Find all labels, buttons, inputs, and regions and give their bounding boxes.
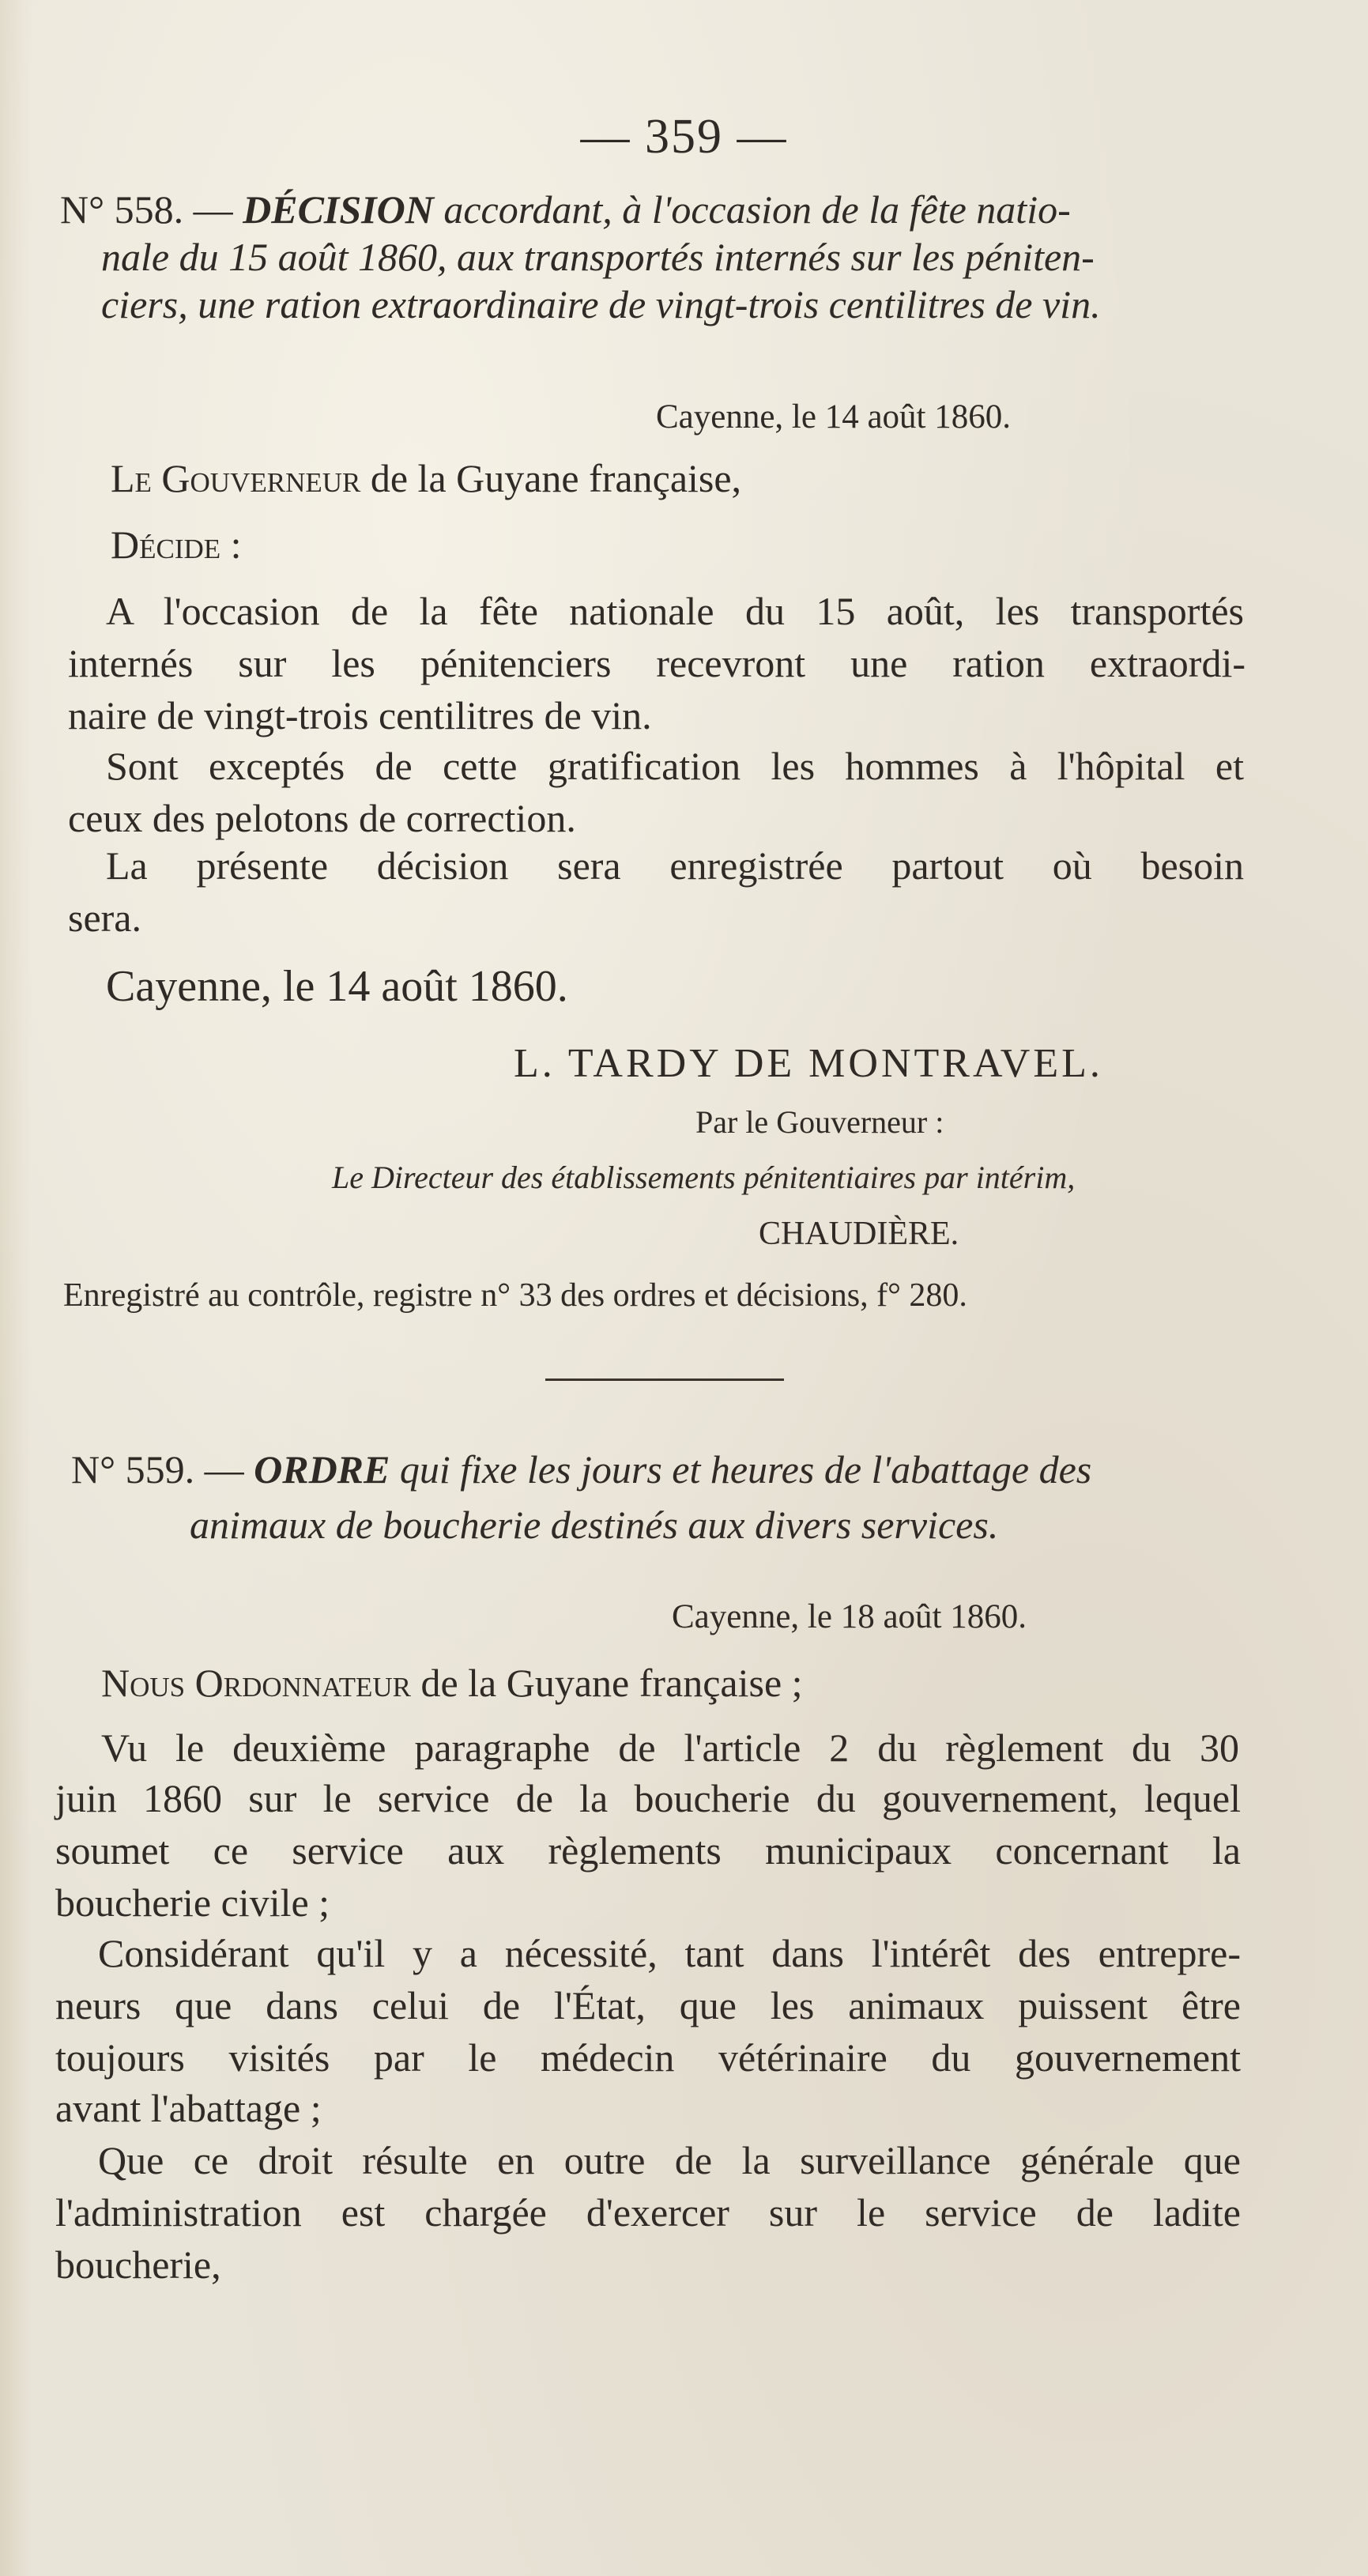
decision-558-para3-line1: La présente décision sera enregistrée partout où besoin <box>106 843 1244 888</box>
order-559-para3-line3: boucherie, <box>55 2242 221 2287</box>
order-559-para2-line3: toujours visités par le médecin vétérinaire du gouvernement <box>55 2035 1241 2080</box>
decision-558-para1-line3: naire de vingt-trois centilitres de vin. <box>68 693 652 737</box>
decision-558-director-name: CHAUDIÈRE. <box>759 1216 959 1252</box>
decision-558-number: N° 558. — <box>60 187 243 232</box>
decision-558-title-line2: nale du 15 août 1860, aux transportés internés sur les péniten- <box>101 235 1095 279</box>
decision-558-by-governor: Par le Gouverneur : <box>695 1104 944 1140</box>
decision-558-title-line3: ciers, une ration extraordinaire de vingt-trois centilitres de vin. <box>101 282 1101 326</box>
decision-558-para3-line2: sera. <box>68 896 141 940</box>
section-divider <box>545 1379 784 1381</box>
order-559-kind: ORDRE <box>254 1447 390 1492</box>
order-559-title-line1 <box>71 1447 1257 1492</box>
issuer-rest: de la Guyane française, <box>360 456 742 500</box>
decision-558-para2-line1: Sont exceptés de cette gratification les hommes à l'hôpital et <box>106 744 1244 788</box>
decision-558-para1-line1: A l'occasion de la fête nationale du 15 août, les transportés <box>106 589 1244 633</box>
order-559-title-rest: qui fixe les jours et heures de l'abattage des <box>390 1447 1092 1492</box>
decision-558-title-line1 <box>60 187 1261 232</box>
order-559-number: N° 559. — <box>71 1447 254 1492</box>
order-issuer-title: Nous Ordonnateur <box>101 1661 411 1705</box>
order-559-place-date: Cayenne, le 18 août 1860. <box>672 1598 1027 1635</box>
order-559-para1-line1: Vu le deuxième paragraphe de l'article 2 du règlement du 30 <box>101 1726 1239 1770</box>
order-559-para2-line1: Considérant qu'il y a nécessité, tant dans l'intérêt des entrepre- <box>98 1931 1241 1975</box>
order-559-para1-line4: boucherie civile ; <box>55 1880 330 1925</box>
decision-558-place-date: Cayenne, le 14 août 1860. <box>656 398 1012 436</box>
decision-558-director: Le Directeur des établissements pénitentiaires par intérim, <box>332 1160 1076 1195</box>
order-issuer-rest: de la Guyane française ; <box>410 1661 803 1705</box>
order-559-para2-line2: neurs que dans celui de l'État, que les animaux puissent être <box>55 1983 1241 2027</box>
decision-558-issuer <box>111 458 741 498</box>
decision-558-para1-line2: internés sur les pénitenciers recevront une ration extraordi- <box>68 641 1246 685</box>
page-number-header: — 359 — <box>580 110 788 164</box>
order-559-para1-line3: soumet ce service aux règlements municipaux concernant la <box>55 1828 1241 1873</box>
decision-558-decides: Décide : <box>111 522 242 567</box>
decision-558-para2-line2: ceux des pelotons de correction. <box>68 796 576 840</box>
order-559-title-line2: animaux de boucherie destinés aux divers services. <box>190 1503 999 1547</box>
decision-558-kind: DÉCISION <box>243 187 434 232</box>
order-559-para3-line1: Que ce droit résulte en outre de la surveillance générale que <box>98 2138 1241 2182</box>
order-559-para2-line4: avant l'abattage ; <box>55 2086 322 2130</box>
decision-558-title-rest: accordant, à l'occasion de la fête natio- <box>433 187 1071 232</box>
decision-558-closing-date: Cayenne, le 14 août 1860. <box>106 962 568 1011</box>
decision-558-registration: Enregistré au contrôle, registre n° 33 des ordres et décisions, f° 280. <box>63 1277 967 1314</box>
order-559-para3-line2: l'administration est chargée d'exercer sur le service de ladite <box>55 2190 1241 2235</box>
issuer-title: Le Gouverneur <box>111 456 361 500</box>
decision-558-signature: L. TARDY DE MONTRAVEL. <box>514 1041 1103 1086</box>
order-559-issuer <box>101 1663 803 1703</box>
order-559-para1-line2: juin 1860 sur le service de la boucherie du gouvernement, lequel <box>55 1776 1241 1820</box>
